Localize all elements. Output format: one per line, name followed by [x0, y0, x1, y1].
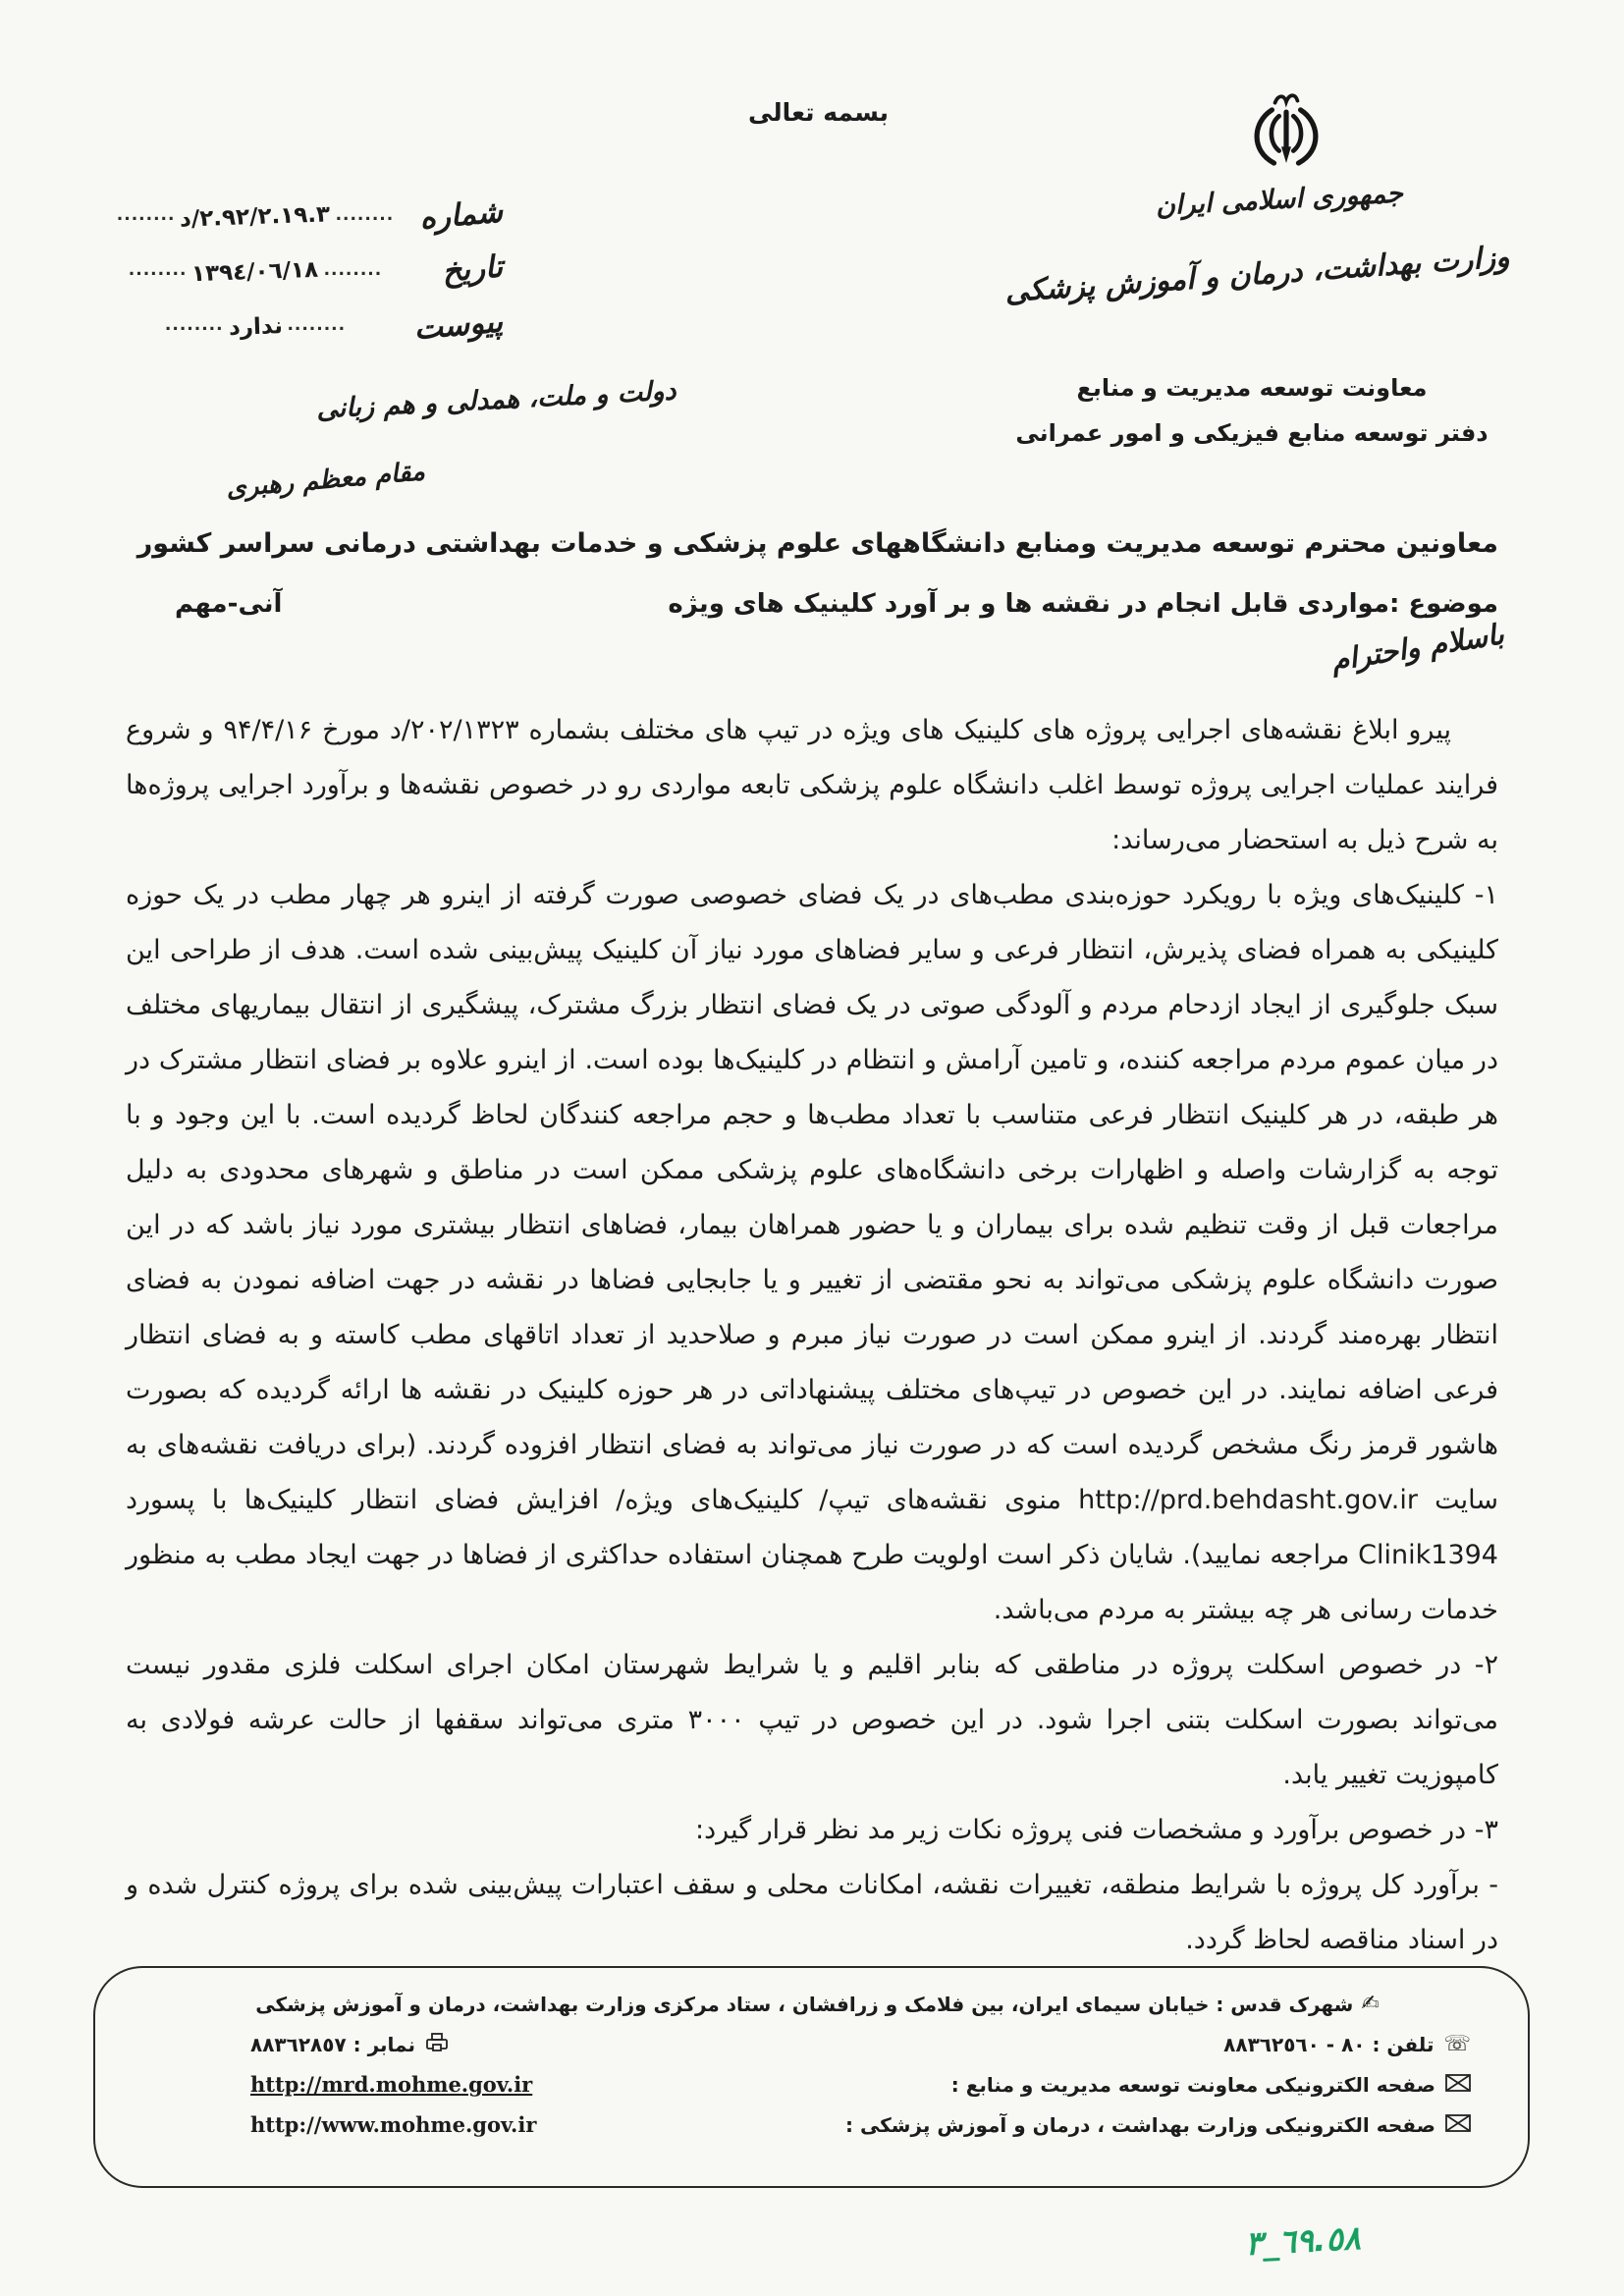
item3-heading: ۳- در خصوص برآورد و مشخصات فنی پروژه نکات زیر مد نظر قرار گیرد:: [695, 1815, 1498, 1845]
subject-row: [128, 589, 1498, 619]
ministry-title: وزارت بهداشت، درمان و آموزش پزشکی: [1003, 240, 1511, 310]
green-annotation: ٦٩.٥٨_٣: [1244, 2217, 1362, 2264]
department-block: [987, 365, 1517, 456]
date-label: تاریخ: [440, 248, 505, 290]
address-text: شهرک قدس : خیابان سیمای ایران، بین فلامک و زرافشان ، ستاد مرکزی وزارت بهداشت، درمان و آموزش پزشکی: [255, 1992, 1354, 2016]
date-row: [110, 234, 503, 289]
office-line: دفتر توسعه منابع فیزیکی و امور عمرانی: [1015, 419, 1489, 447]
envelope-icon-2: [1445, 2113, 1471, 2137]
fax-icon: [425, 2032, 449, 2056]
phone-item: [1223, 2024, 1471, 2064]
item3-bullet: - برآورد کل پروژه با شرایط منطقه، تغییرات نقشه، امکانات محلی و سقف اعتبارات پیش‌بینی شده برای پروژه کنترل شده و در اسناد مناقصه لحاظ گردد.: [126, 1870, 1498, 1955]
slogan-text: دولت و ملت، همدلی و هم زبانی: [315, 375, 677, 425]
mrd-row: [164, 2064, 1471, 2105]
mohme-label: صفحه الکترونیکی وزارت بهداشت ، درمان و آموزش پزشکی :: [844, 2112, 1435, 2137]
bismillah-text: بسمه تعالی: [748, 98, 890, 127]
phone-text: تلفن : ٨٠ - ٨٨٣٦٢٥٦٠: [1223, 2032, 1435, 2056]
salutation-text: باسلام واحترام: [1328, 617, 1506, 678]
subject-line: موضوع :مواردی قابل انجام در نقشه ها و بر آورد کلینیک های ویژه: [668, 589, 1498, 619]
number-dotted-line: [110, 201, 401, 234]
priority-badge: آنی-مهم: [175, 589, 283, 619]
envelope-icon: [1445, 2073, 1471, 2097]
pen-icon: ✍: [1361, 1991, 1380, 2016]
number-label: شماره: [417, 193, 505, 237]
phone-icon: ☏: [1443, 2031, 1471, 2056]
republic-title: جمهوری اسلامی ایران: [1155, 178, 1404, 222]
attachment-row: [110, 289, 505, 348]
attachment-value: ........ ندارد: [228, 313, 283, 341]
mrd-link[interactable]: http://mrd.mohme.gov.ir: [250, 2072, 533, 2097]
item1-paragraph: ۱- کلینیک‌های ویژه با رویکرد حوزه‌بندی مطب‌های در یک فضای خصوصی صورت گرفته از اینرو هر چهار مطب در یک حوزه کلینیکی به همراه فضای پذیرش، انتظار فرعی و سایر فضاهای مورد نیاز آن کلینیک پیش‌بینی شده است. هدف از طراحی این سبک جلوگیری از ایجاد ازدحام مردم و آلودگی صوتی در یک فضای انتظار بزرگ مشترک، پیشگیری از انتقال بیماریهای مختلف در میان عموم مردم مراجعه کننده، و تامین آرامش و انتظام در کلینیک‌ها بوده است. از اینرو علاوه بر فضای انتظار مشترک در هر طبقه، در هر کلینیک انتظار فرعی متناسب با تعداد مطب‌ها و حجم مراجعه کنندگان لحاظ گردیده است. با این وجود و با توجه به گزارشات واصله و اظهارات برخی دانشگاه‌های علوم پزشکی ممکن است در مناطق و شهرهای محدودی به دلیل مراجعات قبل از وقت تنظیم شده برای بیماران و یا حضور همراهان بیمار، فضاهای انتظار بیشتری مورد نیاز باشد که در این صورت دانشگاه علوم پزشکی می‌تواند به نحو مقتضی از تغییر و یا جابجایی فضاها در نقشه در جهت اضافه نمودن به فضای انتظار بهره‌مند گردند. از اینرو ممکن است در صورت نیاز مبرم و صلاحدید از تعداد اتاقهای مطب کاسته و به فضای انتظار فرعی اضافه نمایند. در این خصوص در تیپ‌های مختلف پیشنهاداتی در هر حوزه کلینیک در نقشه ها ارائه گردیده که بصورت هاشور قرمز رنگ مشخص گردیده است که در صورت نیاز می‌تواند به فضای انتظار افزوده گردند. (برای دریافت نقشه‌های به سایت http://prd.behdasht.gov.ir منوی نقشه‌های تیپ/ کلینیک‌های ویژه/ افزایش فضای انتظار کلینیک‌ها با پسورد Clinik1394 مراجعه نمایید). شایان ذکر است اولویت طرح همچنان استفاده حداکثری از فضاها در جهت ایجاد مطب به منظور خدمات رسانی هر چه بیشتر به مردم می‌باشد.: [126, 880, 1498, 1625]
mohme-label-item: [845, 2105, 1471, 2145]
reference-block: [110, 179, 505, 348]
recipient-line: معاونین محترم توسعه مدیریت ومنابع دانشگاههای علوم پزشکی و خدمات بهداشتی درمانی سراسر کشور: [136, 528, 1498, 559]
mrd-label: صفحه الکترونیکی معاونت توسعه مدیریت و منابع :: [950, 2072, 1435, 2097]
mohme-link-item: [250, 2105, 536, 2145]
mohme-link[interactable]: http://www.mohme.gov.ir: [250, 2112, 537, 2137]
attachment-label: پیوست: [412, 303, 505, 348]
number-row: [110, 179, 505, 237]
item2-paragraph: ۲- در خصوص اسکلت پروژه در مناطقی که بنابر اقلیم و یا شرایط شهرستان امکان اجرای اسکلت فلزی مقدور نیست می‌تواند بصورت اسکلت بتنی اجرا شود. در این خصوص در تیپ ۳۰۰۰ متری می‌تواند سقفها از حالت عرشه فولادی به کامپوزیت تغییر یابد.: [126, 1650, 1498, 1790]
mohme-row: [164, 2105, 1471, 2145]
fax-item: [250, 2024, 449, 2064]
address-row: [164, 1984, 1471, 2024]
mrd-label-item: [951, 2064, 1471, 2105]
iran-emblem-icon: [1235, 90, 1337, 183]
attachment-dotted-line: [110, 314, 401, 344]
mrd-link-item: [250, 2064, 532, 2105]
fax-text: نمابر : ٨٨٣٦٢٨٥٧: [250, 2032, 415, 2056]
date-dotted-line: [110, 256, 401, 289]
date-value: ........ ١٣٩٤/٠٦/١٨: [191, 256, 319, 288]
footer-box: [93, 1966, 1530, 2188]
intro-paragraph: پیرو ابلاغ نقشه‌های اجرایی پروژه های کلینیک های ویژه در تیپ های مختلف بشماره ۲۰۲/۱۳۲۳/د مورخ ۹۴/۴/۱۶ و شروع فرایند عملیات اجرایی پروژه توسط اغلب دانشگاه علوم پزشکی تابعه مواردی رو در خصوص نقشه‌ها و برآورد اجرایی پروژه‌ها به شرح ذیل به استحضار می‌رساند:: [126, 715, 1498, 855]
slogan-attribution: مقام معظم رهبری: [225, 457, 427, 504]
number-value: ........ ٢.٩٢/٢.١٩.٣/د: [180, 201, 331, 233]
deputy-line: معاونت توسعه مدیریت و منابع: [1076, 374, 1428, 402]
phone-fax-row: [164, 2024, 1471, 2064]
letter-body: [126, 703, 1498, 1968]
